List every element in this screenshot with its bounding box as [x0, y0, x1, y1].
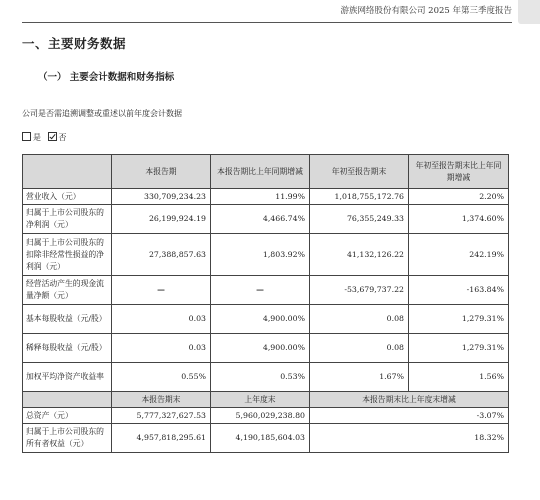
table-row [23, 305, 509, 334]
restatement-question: 公司是否需追溯调整或重述以前年度会计数据 [22, 109, 182, 118]
table-cell: 1,279.31% [409, 334, 509, 363]
table-header-cell: 上年度末 [211, 392, 310, 408]
table-cell: 1,279.31% [409, 305, 509, 334]
financial-data-table [22, 154, 509, 453]
table-row [23, 408, 509, 424]
table-header-cell [23, 155, 112, 189]
table-cell: 5,960,029,238.80 [211, 408, 310, 424]
table-cell: 1,803.92% [211, 234, 310, 276]
table-row [23, 205, 509, 234]
table-cell: 27,388,857.63 [112, 234, 211, 276]
restatement-options [22, 132, 67, 143]
table-cell: 330,709,234.23 [112, 189, 211, 205]
table-cell: 18.32% [310, 424, 509, 453]
table-cell: 0.53% [211, 363, 310, 392]
table-cell: 4,957,818,295.61 [112, 424, 211, 453]
table-cell: — [211, 276, 310, 305]
table-cell: 26,199,924.19 [112, 205, 211, 234]
table-cell: 0.55% [112, 363, 211, 392]
row-label: 经营活动产生的现金流量净额（元） [23, 276, 112, 305]
table-row [23, 189, 509, 205]
table-cell: 0.03 [112, 305, 211, 334]
table-cell: — [112, 276, 211, 305]
table-row [23, 276, 509, 305]
table-cell: -163.84% [409, 276, 509, 305]
table-header-cell: 年初至报告期末 [310, 155, 409, 189]
checkbox-no[interactable] [48, 132, 57, 141]
row-label: 归属于上市公司股东的所有者权益（元） [23, 424, 112, 453]
table-cell: 2.20% [409, 189, 509, 205]
table-cell: 242.19% [409, 234, 509, 276]
table-row [23, 334, 509, 363]
table-cell: 1,018,755,172.76 [310, 189, 409, 205]
table-row [23, 234, 509, 276]
table-cell: 1,374.60% [409, 205, 509, 234]
table-header-cell: 本报告期比上年同期增减 [211, 155, 310, 189]
table-cell: 5,777,327,627.53 [112, 408, 211, 424]
table-header-cell: 本报告期 [112, 155, 211, 189]
checkbox-yes[interactable] [22, 132, 31, 141]
option-yes-label: 是 [33, 133, 41, 142]
table-cell: 1.67% [310, 363, 409, 392]
row-label: 稀释每股收益（元/股） [23, 334, 112, 363]
table-cell: -53,679,737.22 [310, 276, 409, 305]
table-cell: 4,900.00% [211, 334, 310, 363]
table-cell: 4,900.00% [211, 305, 310, 334]
table-cell: 0.08 [310, 334, 409, 363]
table-row [23, 363, 509, 392]
table-header-cell: 年初至报告期末比上年同期增减 [409, 155, 509, 189]
table-cell: 4,190,185,604.03 [211, 424, 310, 453]
table-cell: 1.56% [409, 363, 509, 392]
table-row [23, 424, 509, 453]
table-subheader-row [23, 392, 509, 408]
section-title: 一、主要财务数据 [22, 36, 127, 51]
table-header-cell: 本报告期末 [112, 392, 211, 408]
row-label: 营业收入（元） [23, 189, 112, 205]
subsection-title: （一） 主要会计数据和财务指标 [38, 72, 175, 83]
table-cell: 4,466.74% [211, 205, 310, 234]
row-label: 总资产（元） [23, 408, 112, 424]
table-cell: 11.99% [211, 189, 310, 205]
table-cell: 41,132,126.22 [310, 234, 409, 276]
table-cell: 76,355,249.33 [310, 205, 409, 234]
table-cell: 0.03 [112, 334, 211, 363]
table-header-cell: 本报告期末比上年度末增减 [310, 392, 509, 408]
row-label: 归属于上市公司股东的扣除非经常性损益的净利润（元） [23, 234, 112, 276]
row-label: 基本每股收益（元/股） [23, 305, 112, 334]
page-header: 游族网络股份有限公司 2025 年第三季度报告 [22, 0, 512, 23]
table-cell: -3.07% [310, 408, 509, 424]
row-label: 归属于上市公司股东的净利润（元） [23, 205, 112, 234]
table-header-row [23, 155, 509, 189]
table-cell: 0.08 [310, 305, 409, 334]
option-no-label: 否 [58, 133, 67, 142]
page-corner [518, 0, 540, 24]
table-header-cell [23, 392, 112, 408]
row-label: 加权平均净资产收益率 [23, 363, 112, 392]
